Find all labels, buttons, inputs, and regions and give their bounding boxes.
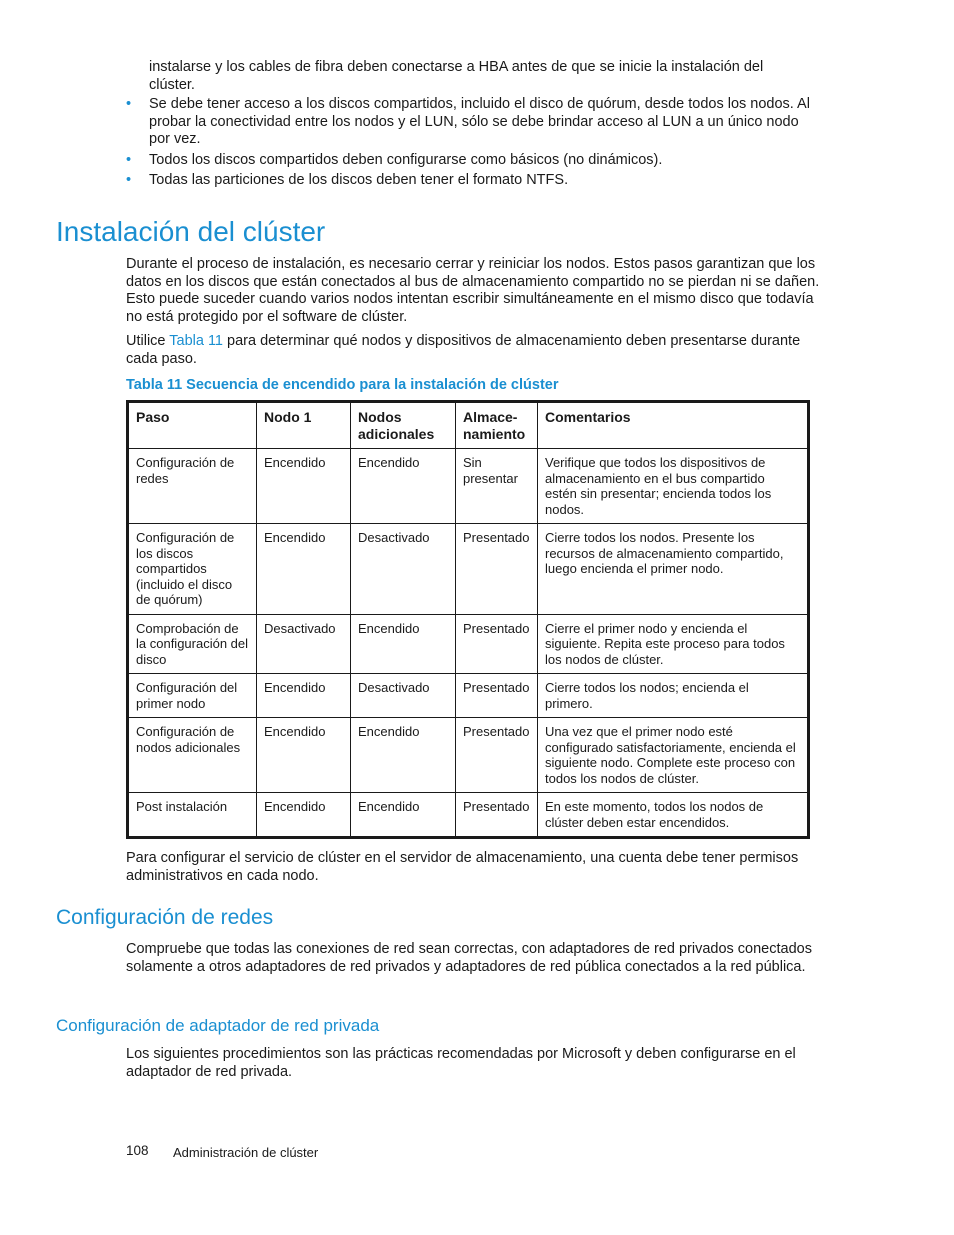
table-link[interactable]: Tabla 11 xyxy=(169,333,223,349)
table-cell: Comprobación de la configuración del disco xyxy=(128,614,257,674)
list-item xyxy=(126,96,816,149)
column-header: Nodo 1 xyxy=(257,402,351,449)
table-cell: Una vez que el primer nodo esté configurado satisfactoriamente, encienda el siguiente nodo. Complete este proceso con todos los nodos de clúster. xyxy=(538,718,809,793)
table-cell: Cierre todos los nodos; encienda el primero. xyxy=(538,674,809,718)
section-title-private-adapter: Configuración de adaptador de red privada xyxy=(56,1016,380,1035)
table-cell: Encendido xyxy=(257,449,351,524)
table-row xyxy=(128,793,809,838)
table-cell: Presentado xyxy=(456,718,538,793)
table-header-row xyxy=(128,402,809,449)
table-cell: Presentado xyxy=(456,524,538,615)
section-title-network-config: Configuración de redes xyxy=(56,906,274,929)
list-item xyxy=(126,172,816,190)
table-cell: Desactivado xyxy=(351,674,456,718)
table-row xyxy=(128,524,809,615)
table-cell: Encendido xyxy=(257,674,351,718)
table-row xyxy=(128,449,809,524)
table-cell: Encendido xyxy=(351,793,456,838)
table-cell: Configuración de nodos adicionales xyxy=(128,718,257,793)
paragraph-text: Utilice xyxy=(126,333,170,349)
private-adapter-paragraph: Los siguientes procedimientos son las prácticas recomendadas por Microsoft y deben configurarse en el adaptador de red privada. xyxy=(126,1046,796,1080)
column-header: Nodos adicionales xyxy=(351,402,456,449)
list-item-text: Todas las particiones de los discos deben tener el formato NTFS. xyxy=(149,172,569,188)
intro-continuation: instalarse y los cables de fibra deben conectarse a HBA antes de que se inicie la instalación del clúster. xyxy=(149,59,764,93)
table-cell: Presentado xyxy=(456,674,538,718)
table-cell: Encendido xyxy=(257,718,351,793)
table-cell: Verifique que todos los dispositivos de almacenamiento en el bus compartido estén sin presentar; encienda todos los nodos. xyxy=(538,449,809,524)
table-cell: Presentado xyxy=(456,614,538,674)
column-header: Almace-namiento xyxy=(456,402,538,449)
list-item xyxy=(126,152,816,170)
table-cell: Cierre el primer nodo y encienda el siguiente. Repita este proceso para todos los nodos de clúster. xyxy=(538,614,809,674)
table-row xyxy=(128,718,809,793)
table-cell: En este momento, todos los nodos de clúster deben estar encendidos. xyxy=(538,793,809,838)
table-cell: Desactivado xyxy=(351,524,456,615)
install-paragraph: Durante el proceso de instalación, es necesario cerrar y reiniciar los nodos. Estos pasos garantizan que los datos en los discos que están conectados al bus de almacenamiento compartido no se pierdan ni se dañen. Esto puede suceder cuando varios nodos intentan escribir simultáneamente en el mismo disco que todavía no está protegido por el software de clúster. xyxy=(126,256,820,325)
table-cell: Presentado xyxy=(456,793,538,838)
table-cell: Sin presentar xyxy=(456,449,538,524)
table-reference-paragraph xyxy=(126,333,828,368)
bullet-icon: • xyxy=(126,172,132,188)
footer-chapter: Administración de clúster xyxy=(173,1145,319,1160)
list-item-text: Todos los discos compartidos deben configurarse como básicos (no dinámicos). xyxy=(149,151,663,168)
table-cell: Configuración de los discos compartidos (incluido el disco de quórum) xyxy=(128,524,257,615)
permissions-paragraph: Para configurar el servicio de clúster en el servidor de almacenamiento, una cuenta debe tener permisos administrativos en cada nodo. xyxy=(126,850,799,884)
table-cell: Configuración de redes xyxy=(128,449,257,524)
table-cell: Encendido xyxy=(351,449,456,524)
table-caption: Tabla 11 Secuencia de encendido para la instalación de clúster xyxy=(126,377,559,393)
bullet-icon: • xyxy=(126,96,132,112)
paragraph-text: para determinar qué nodos y dispositivos de almacenamiento deben presentarse durante cada paso. xyxy=(126,333,801,367)
requirements-list xyxy=(126,96,816,193)
section-title-cluster-install: Instalación del clúster xyxy=(56,216,326,247)
table-cell: Encendido xyxy=(351,614,456,674)
power-sequence-table xyxy=(126,400,810,839)
table-cell: Cierre todos los nodos. Presente los recursos de almacenamiento compartido, luego encienda el primer nodo. xyxy=(538,524,809,615)
bullet-icon: • xyxy=(126,151,132,168)
list-item-text: Se debe tener acceso a los discos compartidos, incluido el disco de quórum, desde todos los nodos. Al probar la conectividad entre los nodos y el LUN, sólo se debe brindar acceso al LUN a un único nodo por vez. xyxy=(149,96,810,147)
page-number: 108 xyxy=(126,1143,149,1158)
table-cell: Desactivado xyxy=(257,614,351,674)
column-header: Paso xyxy=(128,402,257,449)
network-paragraph: Compruebe que todas las conexiones de red sean correctas, con adaptadores de red privados conectados solamente a otros adaptadores de red privados y adaptadores de red pública conectados a la red pública. xyxy=(126,941,812,975)
table-row xyxy=(128,614,809,674)
table-cell: Encendido xyxy=(257,793,351,838)
table-cell: Encendido xyxy=(257,524,351,615)
column-header: Comentarios xyxy=(538,402,809,449)
table-cell: Post instalación xyxy=(128,793,257,838)
table-cell: Configuración del primer nodo xyxy=(128,674,257,718)
table-cell: Encendido xyxy=(351,718,456,793)
table-row xyxy=(128,674,809,718)
